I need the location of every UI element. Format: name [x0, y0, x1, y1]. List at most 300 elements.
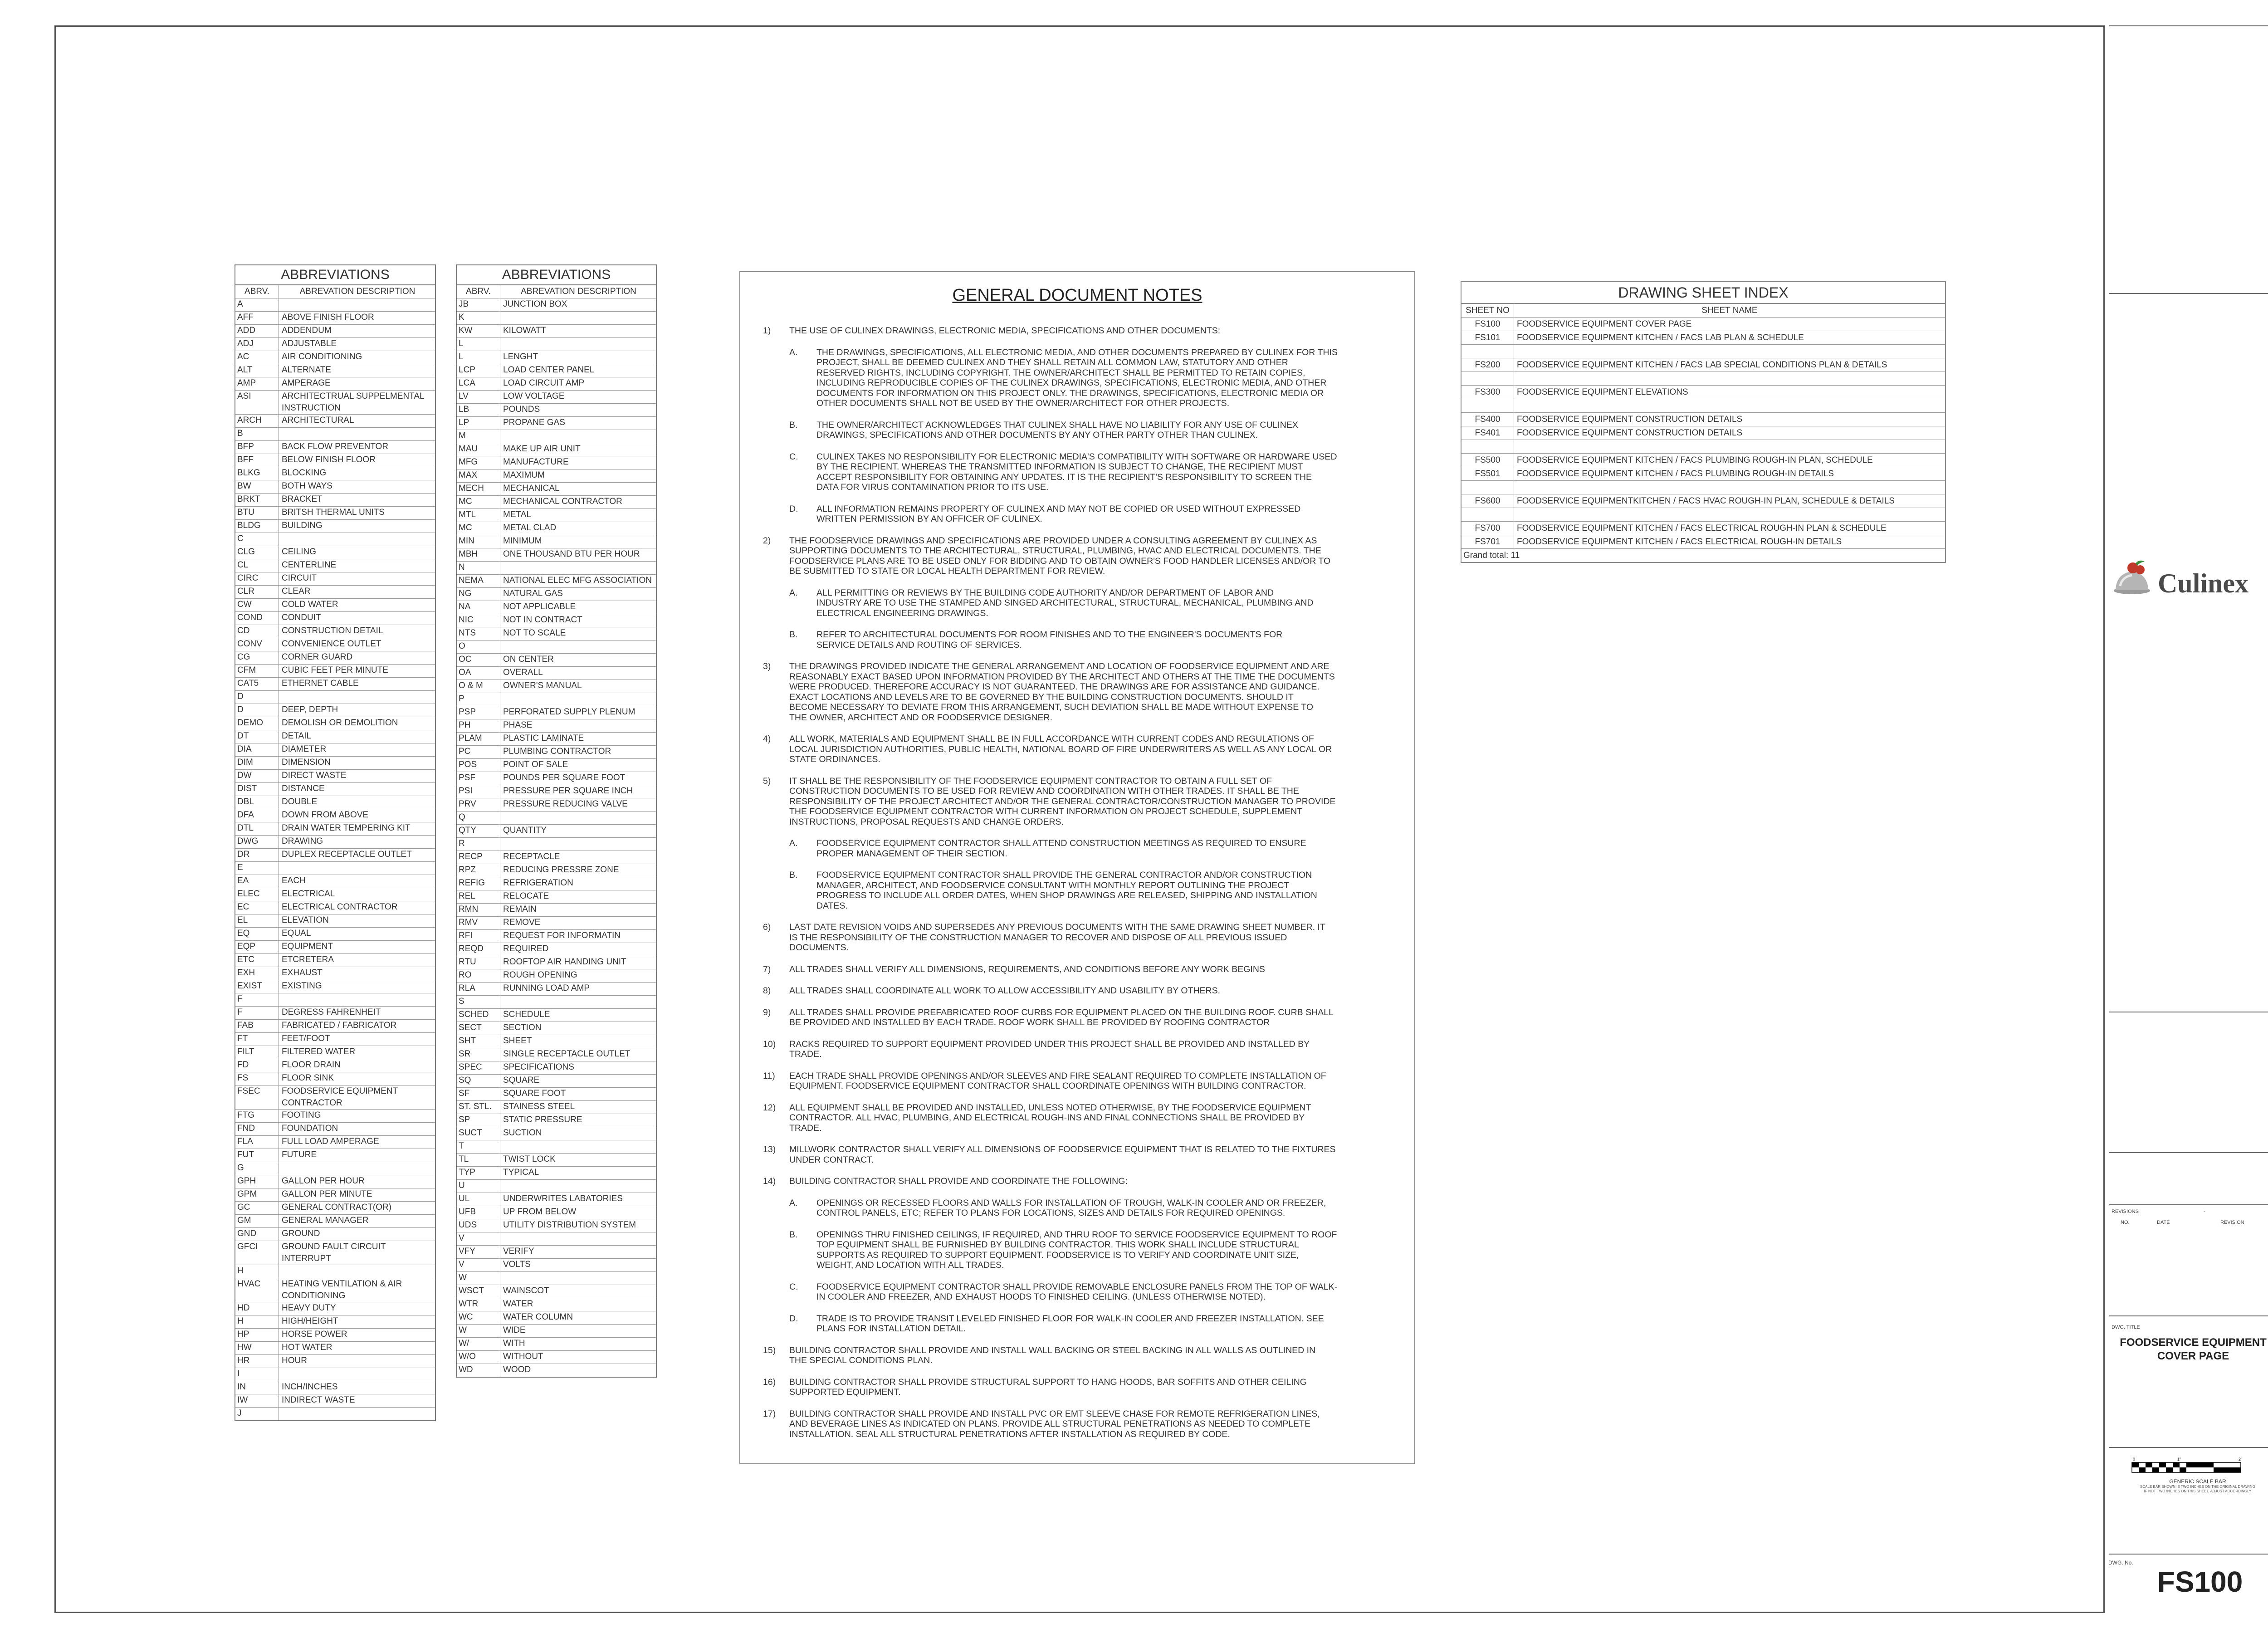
abbreviation-code: DW	[235, 770, 279, 782]
abbreviation-description: DEGRESS FAHRENHEIT	[282, 1007, 381, 1017]
abbreviation-description: JUNCTION BOX	[503, 299, 567, 309]
abbreviation-description: FEET/FOOT	[282, 1034, 330, 1043]
abbreviations-table-right	[456, 264, 657, 1378]
scale-label: GENERIC SCALE BAR	[2169, 1478, 2226, 1485]
abbreviation-row	[235, 415, 435, 428]
index-sheet-no	[1461, 399, 1514, 412]
index-sheet-name: FOODSERVICE EQUIPMENT KITCHEN / FACS LAB PLAN & SCHEDULE	[1517, 333, 1804, 342]
index-row	[1461, 535, 1945, 549]
subnote-letter: A.	[789, 1198, 798, 1208]
abbreviation-code: UFB	[457, 1206, 500, 1219]
abbreviation-row	[235, 298, 435, 312]
abbreviation-code: VFY	[457, 1246, 500, 1258]
abbreviation-row	[235, 1136, 435, 1149]
abbreviation-description: LENGHT	[503, 352, 538, 362]
abbreviation-row	[457, 733, 656, 746]
abbreviation-description: BOTH WAYS	[282, 481, 332, 491]
abbreviation-code: P	[457, 693, 500, 706]
note-number: 4)	[763, 734, 771, 744]
abbreviation-description: PERFORATED SUPPLY PLENUM	[503, 707, 635, 717]
abbreviation-code: H	[235, 1315, 279, 1328]
abbreviation-row	[457, 917, 656, 930]
abbreviation-code: S	[457, 996, 500, 1008]
abbreviations-title: ABBREVIATIONS	[457, 265, 656, 285]
index-row	[1461, 454, 1945, 467]
abbreviation-description: POUNDS	[503, 405, 540, 414]
abbreviation-row	[235, 351, 435, 364]
abbreviation-row	[457, 1127, 656, 1140]
note-item	[763, 964, 1392, 975]
index-sheet-name: FOODSERVICE EQUIPMENT KITCHEN / FACS LAB SPECIAL CONDITIONS PLAN & DETAILS	[1517, 360, 1887, 370]
note-item	[763, 922, 1392, 953]
abbreviation-code: MECH	[457, 483, 500, 495]
abbreviation-description: ROOFTOP AIR HANDING UNIT	[503, 957, 626, 967]
abbreviation-row	[457, 338, 656, 351]
abbreviation-description: HEAVY DUTY	[282, 1303, 336, 1313]
abbreviation-row	[457, 996, 656, 1009]
abbreviation-code: ADJ	[235, 338, 279, 351]
abbreviation-description: NATURAL GAS	[503, 589, 563, 598]
abbreviation-description: TWIST LOCK	[503, 1154, 556, 1164]
abbreviation-row	[457, 1035, 656, 1048]
abbreviation-code: U	[457, 1180, 500, 1193]
abbreviation-code: CG	[235, 651, 279, 664]
abbreviation-description: MAXIMUM	[503, 470, 545, 480]
abbreviation-code: EXH	[235, 967, 279, 980]
abbreviation-code: WC	[457, 1311, 500, 1324]
abbreviation-code: RTU	[457, 956, 500, 969]
abbreviation-code: SF	[457, 1088, 500, 1100]
abbreviation-code: W/	[457, 1338, 500, 1350]
abbreviation-code: CONV	[235, 638, 279, 651]
abbreviation-code: GND	[235, 1228, 279, 1241]
abbreviation-code: V	[457, 1259, 500, 1271]
abbreviation-code: LP	[457, 417, 500, 430]
abbreviation-row	[457, 693, 656, 706]
abbreviation-code: HW	[235, 1342, 279, 1354]
abbreviations-body	[235, 298, 435, 1420]
abbreviation-description	[500, 1232, 656, 1245]
index-row	[1461, 494, 1945, 508]
scale-tick-1: 1"	[2177, 1457, 2181, 1462]
index-sheet-name: FOODSERVICE EQUIPMENT CONSTRUCTION DETAILS	[1517, 415, 1743, 424]
abbreviation-row	[457, 1114, 656, 1127]
index-sheet-no	[1461, 372, 1514, 385]
abbreviation-description: NOT APPLICABLE	[503, 602, 576, 611]
abbreviation-description: CONDUIT	[282, 613, 321, 622]
index-sheet-no	[1461, 481, 1514, 494]
abbreviation-row	[235, 1394, 435, 1408]
abbreviation-code: FAB	[235, 1020, 279, 1032]
abbreviation-code: OA	[457, 667, 500, 680]
abbreviation-code: MBH	[457, 548, 500, 561]
abbreviation-description	[500, 812, 656, 824]
subnote-letter: A.	[789, 587, 798, 598]
index-sheet-name	[1514, 372, 1945, 385]
abbreviation-row	[457, 1193, 656, 1206]
abbreviation-code: KW	[457, 325, 500, 337]
revisions-label: REVISIONS	[2112, 1209, 2139, 1214]
abbreviation-row	[457, 759, 656, 772]
abbreviation-row	[457, 746, 656, 759]
abbreviation-code: HR	[235, 1355, 279, 1368]
abbreviation-code: AMP	[235, 377, 279, 390]
abbreviation-description: BELOW FINISH FLOOR	[282, 455, 376, 464]
note-item	[763, 326, 1392, 336]
note-item	[763, 1071, 1392, 1091]
logo-text: Culinex	[2158, 568, 2249, 598]
abbreviation-description: HOUR	[282, 1356, 307, 1365]
abbreviation-description: EXHAUST	[282, 968, 323, 978]
abbreviation-description: ONE THOUSAND BTU PER HOUR	[503, 549, 640, 559]
abbreviation-code: FD	[235, 1059, 279, 1072]
abbreviation-row	[235, 1188, 435, 1202]
abbreviations-table-left	[235, 264, 436, 1421]
abbreviation-code: SQ	[457, 1075, 500, 1087]
subnote-text: FOODSERVICE EQUIPMENT CONTRACTOR SHALL PROVIDE THE GENERAL CONTRACTOR AND/OR CONSTRUCTION MANAGER, ARCHITECT, AND FOODSERVICE CONSULTANT WITH MONTHLY REPORT OUTLINING THE PROJECT PROGRESS TO INCLUDE ALL ORDER DATES, WHEN SHOP DRAWINGS ARE RELEASED, SHIPPING AND INSTALLATION DATES.	[816, 870, 1317, 911]
abbreviation-code: FUT	[235, 1149, 279, 1162]
abbreviation-code: BTU	[235, 507, 279, 519]
abbreviation-code: W/O	[457, 1351, 500, 1364]
index-title: DRAWING SHEET INDEX	[1461, 282, 1945, 304]
note-text: IT SHALL BE THE RESPONSIBILITY OF THE FOODSERVICE EQUIPMENT CONTRACTOR TO OBTAIN A FULL SET OF CONSTRUCTION DOCUMENTS TO BE USED FOR REVIEW AND COORDINATION WITH OTHER TRADES. IT SHALL BE THE RESPONSIBILITY OF THE PROJECT ARCHITECT AND/OR THE GENERAL CONTRACTOR/CONSTRUCTION MANAGER TO PROVIDE THE FOODSERVICE EQUIPMENT CONTRACTOR WITH CURRENT INFORMATION ON PROJECT SCHEDULE, SUPPLEMENT INSTRUCTIONS, PROPOSAL REQUESTS AND CHANGE ORDERS.	[789, 776, 1336, 827]
abbreviation-description: MECHANICAL CONTRACTOR	[503, 497, 622, 506]
note-text: RACKS REQUIRED TO SUPPORT EQUIPMENT PROVIDED UNDER THIS PROJECT SHALL BE PROVIDED AND INSTALLED BY TRADE.	[789, 1039, 1310, 1059]
abbreviation-description	[500, 312, 656, 324]
abbreviation-code: DTL	[235, 822, 279, 835]
abbreviation-description	[500, 430, 656, 443]
abbreviation-code: O & M	[457, 680, 500, 693]
note-item	[763, 734, 1392, 765]
dwg-title-label: DWG. TITLE	[2112, 1325, 2140, 1330]
abbreviation-code: NEMA	[457, 575, 500, 587]
note-text: ALL TRADES SHALL PROVIDE PREFABRICATED ROOF CURBS FOR EQUIPMENT PLACED ON THE BUILDING ROOF. CURB SHALL BE PROVIDED AND INSTALLED BY EACH TRADE. ROOF WORK SHALL BE PROVIDED BY ROOFING CONTRACTOR	[789, 1007, 1334, 1027]
abbreviation-code: O	[457, 640, 500, 653]
abbreviation-row	[457, 1061, 656, 1075]
abbreviation-code: EC	[235, 901, 279, 914]
abbreviation-row	[235, 875, 435, 888]
abbreviation-row	[457, 312, 656, 325]
index-row	[1461, 467, 1945, 481]
note-text: ALL WORK, MATERIALS AND EQUIPMENT SHALL BE IN FULL ACCORDANCE WITH CURRENT CODES AND REGULATIONS OF LOCAL JURISDICTION AUTHORITIES, PUBLIC HEALTH, NATIONAL BOARD OF FIRE UNDERWRITERS AS WELL AS ANY LOCAL OR STATE ORDINANCES.	[789, 734, 1332, 764]
abbreviation-row	[235, 312, 435, 325]
abbreviation-row	[457, 798, 656, 812]
abbreviation-description: HOT WATER	[282, 1343, 332, 1352]
abbreviation-row	[457, 1311, 656, 1325]
abbreviation-row	[235, 1020, 435, 1033]
abbreviation-row	[235, 941, 435, 954]
index-sheet-no: FS600	[1461, 494, 1514, 508]
abbreviation-description: DIMENSION	[282, 758, 331, 767]
subnote-item	[763, 347, 1392, 409]
abbreviation-row	[235, 678, 435, 691]
abbreviation-code: OC	[457, 654, 500, 666]
abbreviation-row	[457, 377, 656, 391]
abbreviation-row	[457, 1088, 656, 1101]
abbreviation-description: CUBIC FEET PER MINUTE	[282, 665, 389, 675]
abbreviation-description: PLUMBING CONTRACTOR	[503, 747, 611, 756]
note-number: 11)	[763, 1071, 775, 1081]
abbreviation-description: GALLON PER HOUR	[282, 1176, 365, 1186]
abbreviation-row	[457, 469, 656, 483]
abbreviation-row	[235, 651, 435, 665]
abbreviation-description: BLOCKING	[282, 468, 327, 478]
abbr-desc-header: ABREVATION DESCRIPTION	[521, 287, 636, 296]
abbreviation-description: CORNER GUARD	[282, 652, 353, 662]
abbreviation-description: MINIMUM	[503, 536, 542, 546]
abbreviation-description: ARCHITECTRUAL SUPPELMENTAL INSTRUCTION	[282, 391, 424, 413]
abbreviations-header	[457, 285, 656, 298]
abbreviation-description: PROPANE GAS	[503, 418, 565, 427]
abbreviation-description	[500, 996, 656, 1008]
abbreviation-description: FLOOR SINK	[282, 1073, 334, 1083]
abbreviation-description: WOOD	[503, 1365, 531, 1374]
abbreviation-description	[279, 862, 435, 875]
abbreviation-code: ALT	[235, 364, 279, 377]
abbreviation-description: BUILDING	[282, 521, 323, 530]
abbreviation-code: JB	[457, 298, 500, 311]
abbreviation-row	[235, 1342, 435, 1355]
abbreviation-row	[457, 983, 656, 996]
abbreviation-row	[235, 377, 435, 391]
abbreviation-row	[457, 496, 656, 509]
abbreviation-code: DBL	[235, 796, 279, 809]
abbreviation-row	[235, 391, 435, 415]
abbreviation-row	[457, 838, 656, 851]
abbreviation-row	[235, 1007, 435, 1020]
abbreviation-code: SP	[457, 1114, 500, 1127]
note-item	[763, 776, 1392, 827]
subnote-letter: C.	[789, 1281, 798, 1292]
abbreviation-row	[235, 822, 435, 836]
abbreviation-row	[457, 364, 656, 377]
abbreviation-description: FOOTING	[282, 1110, 321, 1120]
abbreviation-code: EQ	[235, 928, 279, 940]
index-sheet-no	[1461, 508, 1514, 521]
abbreviation-row	[457, 904, 656, 917]
abbreviation-description: METAL	[503, 510, 531, 519]
rev-col-date: DATE	[2157, 1220, 2170, 1225]
title-block-divider	[2109, 293, 2268, 294]
abbreviation-description: DUPLEX RECEPTACLE OUTLET	[282, 850, 412, 859]
index-sheet-name	[1514, 440, 1945, 453]
abbreviation-code: EQP	[235, 941, 279, 953]
abbreviation-code: RO	[457, 969, 500, 982]
index-sheet-name	[1514, 399, 1945, 412]
abbreviation-code: RECP	[457, 851, 500, 864]
abbreviation-row	[457, 1140, 656, 1154]
abbreviation-description: DIAMETER	[282, 744, 327, 754]
abbreviation-description: DOWN FROM ABOVE	[282, 810, 369, 820]
abbreviation-description: RECEPTACLE	[503, 852, 560, 861]
abbreviation-description: REFRIGERATION	[503, 878, 573, 888]
abbreviation-row	[457, 298, 656, 312]
subnote-item	[763, 630, 1392, 650]
abbreviation-row	[457, 522, 656, 535]
abbreviation-row	[235, 638, 435, 651]
abbreviation-description: TYPICAL	[503, 1168, 539, 1177]
abbreviation-code: ST. STL.	[457, 1101, 500, 1114]
abbreviation-description: ADDENDUM	[282, 326, 332, 335]
revisions-block	[2112, 1209, 2268, 1225]
subnote-letter: D.	[789, 1313, 798, 1324]
index-sheet-name: FOODSERVICE EQUIPMENT ELEVATIONS	[1517, 387, 1688, 397]
abbreviation-row	[235, 586, 435, 599]
note-number: 5)	[763, 776, 771, 786]
abbreviation-code: FTG	[235, 1110, 279, 1122]
abbreviation-row	[457, 325, 656, 338]
abbreviation-code: GPH	[235, 1175, 279, 1188]
note-item	[763, 986, 1392, 996]
note-text: THE USE OF CULINEX DRAWINGS, ELECTRONIC MEDIA, SPECIFICATIONS AND OTHER DOCUMENTS:	[789, 326, 1221, 336]
note-number: 14)	[763, 1176, 776, 1186]
abbreviation-description: SPECIFICATIONS	[503, 1062, 574, 1072]
abbreviation-description: OVERALL	[503, 668, 543, 677]
abbreviation-description: WITHOUT	[503, 1352, 543, 1361]
abbreviation-row	[235, 1085, 435, 1110]
abbreviation-code: CLR	[235, 586, 279, 598]
note-number: 17)	[763, 1408, 776, 1419]
abbreviation-code: MC	[457, 496, 500, 508]
abbreviation-row	[235, 901, 435, 914]
abbreviation-description: UTILITY DISTRIBUTION SYSTEM	[503, 1220, 636, 1230]
abbreviation-code: DR	[235, 849, 279, 861]
abbreviation-row	[457, 654, 656, 667]
abbreviation-description: SQUARE	[503, 1076, 540, 1085]
rev-col-no: NO.	[2121, 1220, 2130, 1225]
abbreviation-code: SPEC	[457, 1061, 500, 1074]
abbreviation-row	[457, 443, 656, 456]
abbreviation-row	[457, 1101, 656, 1114]
abbreviation-code: V	[457, 1232, 500, 1245]
index-body	[1461, 318, 1945, 562]
abbreviation-description: ON CENTER	[503, 655, 554, 664]
index-sheet-name: FOODSERVICE EQUIPMENT KITCHEN / FACS ELECTRICAL ROUGH-IN DETAILS	[1517, 537, 1842, 547]
title-block-divider	[2109, 1447, 2268, 1448]
abbreviation-code: ARCH	[235, 415, 279, 427]
note-item	[763, 1007, 1392, 1028]
abbreviation-row	[235, 625, 435, 638]
abbreviation-row	[457, 483, 656, 496]
abbreviation-description: CONVENIENCE OUTLET	[282, 639, 381, 649]
abbreviation-description: STATIC PRESSURE	[503, 1115, 582, 1125]
abbreviation-description: NOT IN CONTRACT	[503, 615, 582, 625]
abbreviation-row	[235, 1329, 435, 1342]
abbreviation-description	[500, 338, 656, 351]
abbreviation-description: ETHERNET CABLE	[282, 679, 359, 688]
abbreviation-row	[457, 772, 656, 785]
abbreviation-description: DEMOLISH OR DEMOLITION	[282, 718, 398, 728]
abbreviation-code: IW	[235, 1394, 279, 1407]
abbreviation-description: LOAD CIRCUIT AMP	[503, 378, 585, 388]
abbreviation-row	[235, 665, 435, 678]
abbreviation-description: FOODSERVICE EQUIPMENT CONTRACTOR	[282, 1086, 398, 1108]
abbreviation-description	[500, 562, 656, 574]
index-sheet-no: FS701	[1461, 535, 1514, 548]
abbreviation-description	[500, 693, 656, 706]
index-sheet-name: FOODSERVICE EQUIPMENT CONSTRUCTION DETAILS	[1517, 428, 1743, 438]
note-number: 9)	[763, 1007, 771, 1017]
index-row	[1461, 345, 1945, 358]
abbreviation-description: GROUND	[282, 1229, 320, 1238]
abbreviation-description: STAINESS STEEL	[503, 1102, 575, 1111]
subnote-text: CULINEX TAKES NO RESPONSIBILITY FOR ELECTRONIC MEDIA'S COMPATIBILITY WITH SOFTWARE OR HARDWARE USED BY THE RECIPIENT. WHEREAS THE TRANSMITTED INFORMATION IS SUBJECT TO CHANGE, THE RECIPIENT MUST ACCEPT RESPONSIBILITY FOR OBTAINING ANY UPDATES. IT IS THE RECIPIENT'S RESPONSIBILITY TO SCREEN THE DATA FOR VIRUS CONTAMINATION PRIOR TO ITS USE.	[816, 451, 1337, 492]
abbreviation-code: F	[235, 993, 279, 1006]
index-sheet-name	[1514, 508, 1945, 521]
abbreviation-description: MAKE UP AIR UNIT	[503, 444, 581, 454]
note-number: 10)	[763, 1039, 776, 1049]
abbreviation-row	[457, 456, 656, 469]
note-number: 3)	[763, 661, 771, 671]
abbreviation-row	[235, 1265, 435, 1278]
index-sheet-name	[1514, 345, 1945, 358]
abbreviation-description: WATER	[503, 1299, 533, 1309]
abbr-code-header: ABRV.	[457, 285, 500, 298]
abbreviation-description: HIGH/HEIGHT	[282, 1316, 338, 1326]
abbreviation-description: FUTURE	[282, 1150, 317, 1159]
abbreviation-description: ADJUSTABLE	[282, 339, 337, 348]
abbreviation-code: HD	[235, 1302, 279, 1315]
abbreviation-description: GENERAL MANAGER	[282, 1216, 369, 1225]
abbreviation-code: AC	[235, 351, 279, 364]
abbreviation-row	[235, 1072, 435, 1085]
note-text: THE FOODSERVICE DRAWINGS AND SPECIFICATIONS ARE PROVIDED UNDER A CONSULTING AGREEMENT BY CULINEX AS SUPPORTING DOCUMENTS TO THE ARCHITECTURAL, STRUCTURAL, PLUMBING, HVAC AND ELECTRICAL DOCUMENTS. THE FOODSERVICE PLANS ARE TO BE USED ONLY FOR BIDDING AND TO OBTAIN OWNER'S FOOD HANDLER LICENSES AND/OR TO BE SUBMITTED TO STATE OR LOCAL HEALTH DEPARTMENT FOR REVIEW.	[789, 535, 1331, 576]
index-row	[1461, 426, 1945, 440]
abbreviation-code: MAX	[457, 469, 500, 482]
abbreviation-row	[457, 1325, 656, 1338]
abbreviation-row	[457, 1364, 656, 1377]
abbreviation-row	[457, 1167, 656, 1180]
abbreviation-description: DRAIN WATER TEMPERING KIT	[282, 823, 411, 833]
abbreviation-row	[235, 559, 435, 572]
abbreviation-code: PSP	[457, 706, 500, 719]
abbreviation-row	[457, 930, 656, 943]
note-number: 7)	[763, 964, 771, 974]
abbreviation-description: ARCHITECTURAL	[282, 416, 354, 425]
abbreviation-code: SECT	[457, 1022, 500, 1035]
abbreviation-row	[457, 785, 656, 798]
abbreviation-description: WAINSCOT	[503, 1286, 549, 1296]
index-grand-total: Grand total: 11	[1463, 551, 1520, 560]
abbreviation-description: LOAD CENTER PANEL	[503, 365, 595, 375]
abbreviation-description: WIDE	[503, 1325, 526, 1335]
cloche-icon	[2110, 558, 2160, 608]
abbreviation-row	[457, 509, 656, 522]
abbreviation-code: DWG	[235, 836, 279, 848]
abbreviation-description: SQUARE FOOT	[503, 1089, 566, 1098]
abbreviation-description: REMOVE	[503, 918, 541, 927]
abbreviation-description: SCHEDULE	[503, 1010, 550, 1019]
abbreviation-row	[457, 404, 656, 417]
abbreviation-row	[457, 575, 656, 588]
abbreviation-row	[457, 877, 656, 890]
subnote-text: FOODSERVICE EQUIPMENT CONTRACTOR SHALL ATTEND CONSTRUCTION MEETINGS AS REQUIRED TO ENSURE PROPER MANAGEMENT OF THEIR SECTION.	[816, 838, 1306, 859]
abbreviation-row	[457, 1180, 656, 1193]
abbreviation-code: REFIG	[457, 877, 500, 890]
abbreviation-row	[235, 1110, 435, 1123]
abbreviation-description: REMAIN	[503, 905, 537, 914]
abbreviation-row	[235, 1355, 435, 1368]
subnote-text: OPENINGS OR RECESSED FLOORS AND WALLS FOR INSTALLATION OF TROUGH, WALK-IN COOLER AND OR FREEZER, CONTROL PANELS, ETC; REFER TO PLANS FOR LOCATIONS, SIZES AND DETAILS FOR REQUIRED OPENINGS.	[816, 1198, 1326, 1218]
abbreviation-description: GENERAL CONTRACT(OR)	[282, 1203, 392, 1212]
abbreviation-description: INCH/INCHES	[282, 1382, 338, 1392]
abbreviation-code: WD	[457, 1364, 500, 1377]
abbreviation-description: SINGLE RECEPTACLE OUTLET	[503, 1049, 631, 1059]
note-number: 15)	[763, 1345, 776, 1355]
abbreviation-row	[235, 1278, 435, 1302]
abbreviation-description: BRITSH THERMAL UNITS	[282, 508, 385, 517]
abbreviation-row	[235, 1202, 435, 1215]
